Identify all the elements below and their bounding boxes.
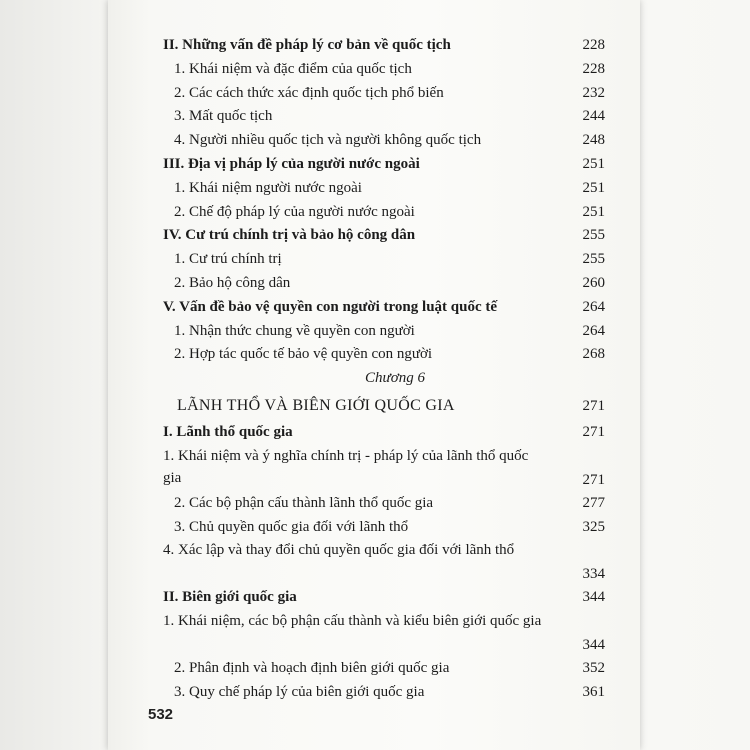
toc-entry <box>163 586 605 610</box>
toc-entry-title: 1. Khái niệm và ý nghĩa chính trị - pháp lý của lãnh thổ quốc gia <box>163 447 529 486</box>
toc-entry <box>163 320 605 344</box>
toc-entry <box>163 177 605 201</box>
toc-entry <box>163 82 605 106</box>
toc-entry <box>163 153 605 177</box>
toc-entry <box>163 421 605 445</box>
toc-entry-page: 255 <box>582 227 605 244</box>
toc-entry-page: 271 <box>582 397 605 414</box>
toc-entry <box>163 129 605 153</box>
toc-entry-page: 228 <box>582 37 605 53</box>
toc-entry-title: 4. Người nhiều quốc tịch và người không quốc tịch <box>174 132 482 149</box>
toc-entry <box>163 610 605 657</box>
page-number: 532 <box>148 706 174 723</box>
toc-entry <box>163 367 605 391</box>
toc-entry-page: 268 <box>582 346 605 363</box>
table-of-contents <box>163 34 605 705</box>
toc-entry <box>163 343 605 367</box>
toc-entry <box>163 105 605 129</box>
toc-entry-title: III. Địa vị pháp lý của người nước ngoài <box>163 155 420 172</box>
toc-entry <box>163 516 605 540</box>
toc-entry <box>163 445 605 492</box>
toc-entry <box>163 34 605 58</box>
toc-entry-title: 2. Bảo hộ công dân <box>174 274 291 291</box>
toc-entry <box>163 58 605 82</box>
toc-entry-title: 1. Khái niệm người nước ngoài <box>174 179 362 196</box>
toc-entry-title: 3. Quy chế pháp lý của biên giới quốc gia <box>174 683 425 700</box>
toc-entry-title: LÃNH THỔ VÀ BIÊN GIỚI QUỐC GIA <box>177 396 455 414</box>
toc-entry-title: 3. Chủ quyền quốc gia đối với lãnh thổ <box>174 518 409 535</box>
toc-entry-page: 277 <box>582 494 605 511</box>
toc-entry <box>163 224 605 248</box>
toc-entry-title: 2. Phân định và hoạch định biên giới quốc gia <box>174 660 450 677</box>
toc-entry-title: I. Lãnh thổ quốc gia <box>163 423 293 440</box>
toc-entry-page: 325 <box>582 518 605 535</box>
toc-entry-page: 361 <box>582 683 605 700</box>
toc-entry-title: IV. Cư trú chính trị và bảo hộ công dân <box>163 227 416 244</box>
toc-entry-title: 1. Khái niệm, các bộ phận cấu thành và kiểu biên giới quốc gia <box>163 613 542 630</box>
toc-entry-title: Chương 6 <box>365 370 425 387</box>
toc-entry-page: 264 <box>582 298 605 315</box>
toc-entry-title: 2. Các cách thức xác định quốc tịch phổ biến <box>174 84 444 101</box>
toc-entry <box>163 296 605 320</box>
toc-entry-page: 334 <box>582 566 605 583</box>
toc-entry <box>163 657 605 681</box>
toc-entry-title: II. Biên giới quốc gia <box>163 589 297 606</box>
toc-entry-page: 232 <box>582 84 605 101</box>
toc-entry-page: 251 <box>582 179 605 196</box>
toc-entry <box>163 248 605 272</box>
toc-entry <box>163 681 605 705</box>
toc-entry <box>163 391 605 421</box>
toc-entry <box>163 201 605 225</box>
toc-entry-page: 251 <box>582 155 605 172</box>
toc-entry <box>163 272 605 296</box>
toc-entry-page: 248 <box>582 132 605 149</box>
toc-entry-page: 352 <box>582 660 605 677</box>
toc-entry-title: 1. Cư trú chính trị <box>174 251 282 268</box>
toc-entry-page: 344 <box>582 589 605 606</box>
toc-entry-title: V. Vấn đề bảo vệ quyền con người trong luật quốc tế <box>163 298 498 315</box>
toc-entry-page: 264 <box>582 322 605 339</box>
toc-entry-title: 1. Nhận thức chung về quyền con người <box>174 322 415 339</box>
toc-entry-title: 4. Xác lập và thay đổi chủ quyền quốc gia đối với lãnh thổ <box>163 542 515 559</box>
toc-entry-page: 271 <box>582 423 605 440</box>
toc-entry-title: 2. Các bộ phận cấu thành lãnh thổ quốc gia <box>174 494 434 511</box>
toc-entry-page: 228 <box>582 60 605 77</box>
toc-entry-page: 244 <box>582 108 605 125</box>
toc-entry-page: 271 <box>582 471 605 488</box>
toc-entry-title: 3. Mất quốc tịch <box>174 108 273 125</box>
toc-entry-title: 1. Khái niệm và đặc điểm của quốc tịch <box>174 60 412 77</box>
toc-entry-page: 344 <box>582 637 605 654</box>
toc-entry-title: 2. Hợp tác quốc tế bảo vệ quyền con người <box>174 346 433 363</box>
toc-entry-page: 260 <box>582 274 605 291</box>
toc-entry-title: 2. Chế độ pháp lý của người nước ngoài <box>174 203 415 220</box>
toc-entry-title: II. Những vấn đề pháp lý cơ bản về quốc tịch <box>163 37 451 53</box>
toc-entry-page: 255 <box>582 251 605 268</box>
toc-entry <box>163 539 605 586</box>
toc-entry <box>163 492 605 516</box>
toc-entry-page: 251 <box>582 203 605 220</box>
